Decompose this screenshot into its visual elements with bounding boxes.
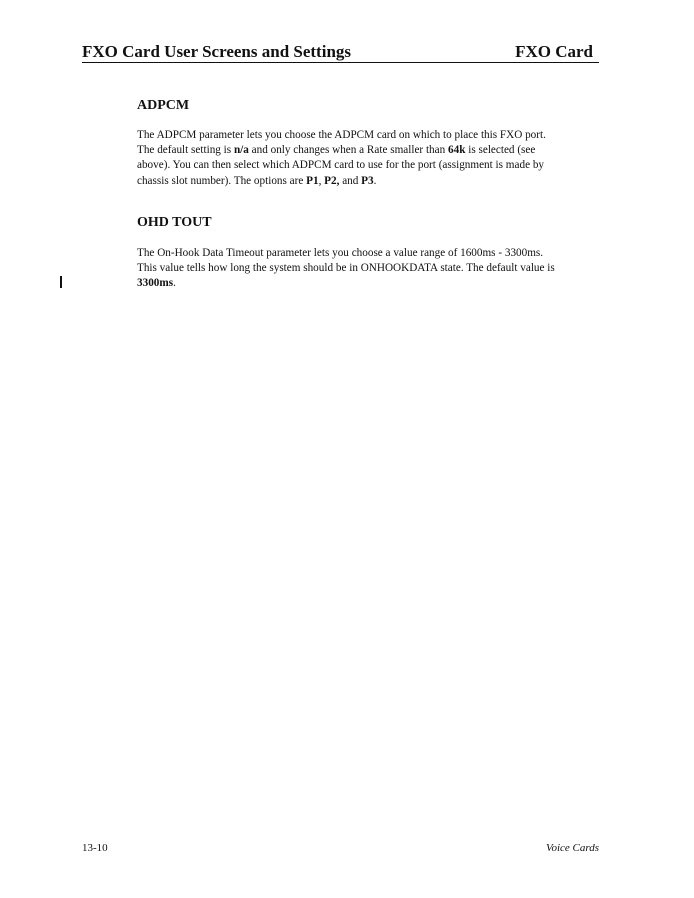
option-p2-emphasis: P2, [324, 174, 340, 187]
page-number: 13-10 [82, 842, 108, 854]
option-p3-emphasis: P3 [361, 174, 374, 187]
default-value-emphasis: n/a [233, 144, 249, 157]
paragraph-line [137, 276, 607, 291]
text-run: The On-Hook Data Timeout parameter lets you choose a value range of 1600ms - 3300ms. [137, 247, 544, 259]
paragraph-line [137, 261, 607, 276]
header-card-title: FXO Card [515, 42, 593, 61]
text-run: The ADPCM parameter lets you choose the ADPCM card on which to place this FXO port. [137, 129, 546, 141]
ohd-tout-paragraph [137, 246, 607, 292]
paragraph-line [137, 128, 607, 143]
text-run: The default setting is [137, 144, 234, 157]
paragraph-line [137, 158, 607, 173]
option-p1-emphasis: P1 [306, 174, 319, 187]
paragraph-line [137, 246, 607, 261]
ohd-tout-heading: OHD TOUT [137, 215, 212, 230]
paragraph-line [137, 143, 607, 158]
text-run: , [318, 174, 325, 187]
text-run: chassis slot number). The options are [137, 174, 307, 187]
adpcm-paragraph [137, 128, 607, 189]
default-timeout-emphasis: 3300ms [137, 277, 174, 290]
text-run: and [339, 174, 362, 187]
page-header [82, 40, 599, 63]
text-run: above). You can then select which ADPCM card to use for the port (assignment is made by [137, 159, 545, 172]
text-run: is selected (see [465, 144, 536, 157]
adpcm-heading: ADPCM [137, 98, 190, 113]
paragraph-line [137, 174, 607, 189]
header-section-title: FXO Card User Screens and Settings [82, 42, 352, 61]
revision-change-bar [60, 276, 62, 288]
text-run: . [373, 174, 377, 187]
rate-value-emphasis: 64k [448, 144, 466, 157]
text-run: . [173, 277, 176, 290]
chapter-title: Voice Cards [545, 842, 599, 854]
text-run: and only changes when a Rate smaller than [248, 144, 449, 157]
text-run: This value tells how long the system should be in ONHOOKDATA state. The default value is [137, 262, 555, 275]
